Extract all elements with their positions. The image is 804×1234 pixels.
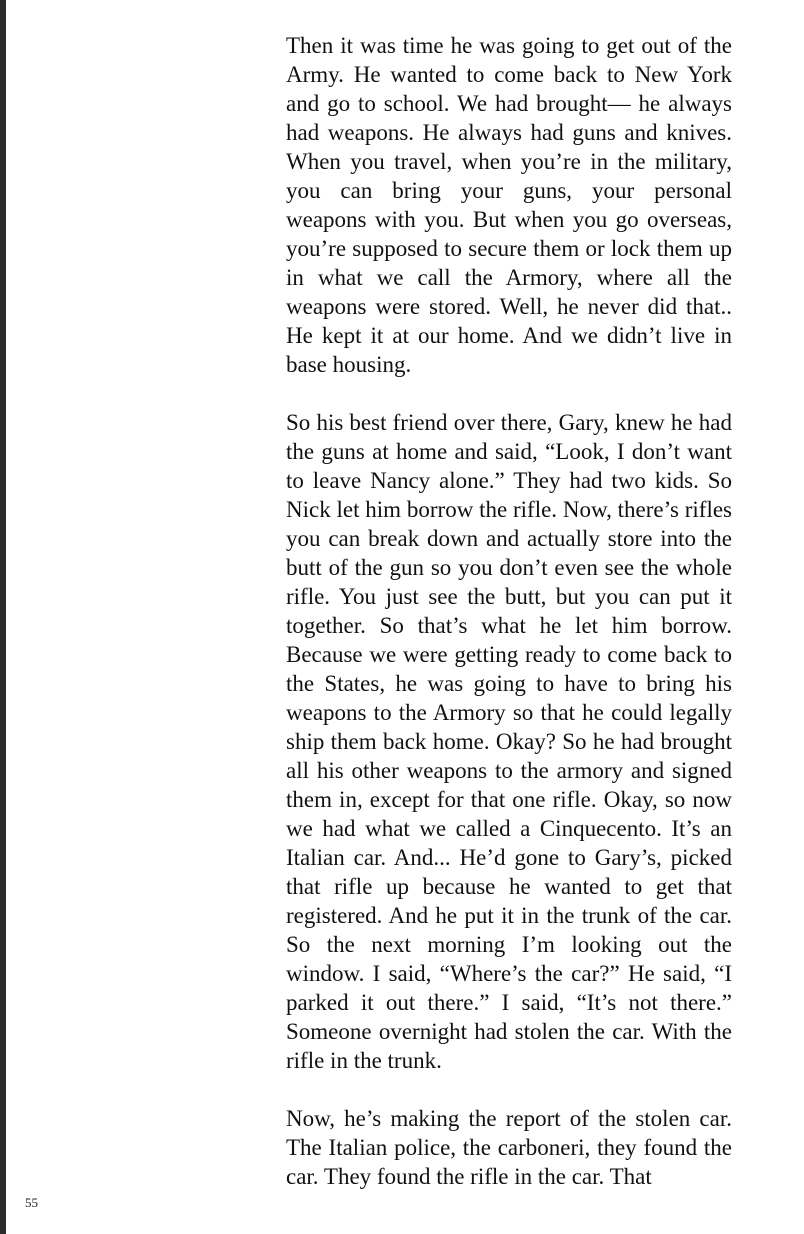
- paragraph-3: Now, he’s making the report of the stolen car. The Italian police, the carboneri, they found the car. They found the rifle in the car. That: [286, 1106, 732, 1189]
- page-left-edge: [0, 0, 6, 1234]
- body-text-column: [286, 31, 732, 1220]
- paragraph-2: So his best friend over there, Gary, knew he had the guns at home and said, “Look, I don’t want to leave Nancy alone.” They had two kids. So Nick let him borrow the rifle. Now, there’s rifles you can break down and actually store into the butt of the gun so you don’t even see the whole rifle. You just see the butt, but you can put it together. So that’s what he let him borrow. Because we were getting ready to come back to the States, he was going to have to bring his weapons to the Armory so that he could legally ship them back home. Okay? So he had brought all his other weapons to the armory and signed them in, except for that one rifle. Okay, so now we had what we called a Cinquecento. It’s an Italian car. And... He’d gone to Gary’s, picked that rifle up because he wanted to get that registered. And he put it in the trunk of the car. So the next morning I’m looking out the window. I said, “Where’s the car?” He said, “I parked it out there.” I said, “It’s not there.” Someone overnight had stolen the car. With the rifle in the trunk.: [286, 410, 732, 1073]
- page-number: 55: [25, 1195, 38, 1210]
- paragraph-1: Then it was time he was going to get out of the Army. He wanted to come back to New York and go to school. We had brought— he always had weapons. He always had guns and knives. When you travel, when you’re in the military, you can bring your guns, your personal weapons with you. But when you go overseas, you’re supposed to secure them or lock them up in what we call the Armory, where all the weapons were stored. Well, he never did that.. He kept it at our home. And we didn’t live in base housing.: [286, 33, 732, 377]
